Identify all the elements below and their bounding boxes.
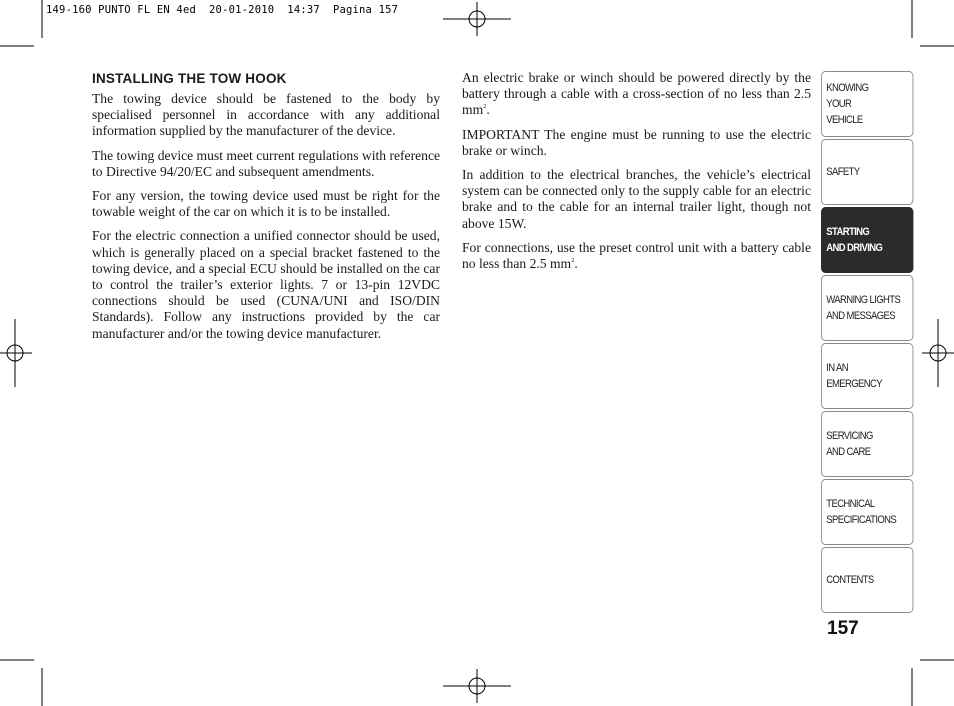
tab-label: IN AN EMERGENCY [826,362,882,390]
paragraph-end: . [486,102,490,118]
tab-label: CONTENTS [826,574,874,586]
paragraph-text: The engine must be running to use the electric brake or winch. [462,126,811,158]
paragraph: In addition to the electrical branches, the vehicle’s electrical system can be connected only to the supply cable for an electric brake and to the cable for an internal trailer light, though not above 15W. [462,167,811,231]
paragraph: For any version, the towing device used must be right for the towable weight of the car on which it is to be installed. [92,188,440,220]
registration-mark-left [0,319,32,387]
important-label: IMPORTANT [462,126,540,142]
superscript: 2 [571,257,575,265]
tab-warning-lights-and-messages[interactable] [821,275,913,341]
page-number: 157 [827,618,859,639]
paragraph-end: . [574,256,578,272]
registration-mark-top [443,2,511,36]
paragraph: The towing device must meet current regulations with reference to Directive 94/20/EC and subsequent amendments. [92,147,441,179]
tab-contents[interactable] [821,547,913,613]
registration-mark-right [922,319,954,387]
paragraph [462,127,811,159]
tab-starting-and-driving[interactable] [821,207,913,273]
tab-safety[interactable] [821,139,913,205]
paragraph: The towing device should be fastened to the body by specialised personnel in accordance with any additional information supplied by the manufacturer of the device. [92,91,440,139]
tab-knowing-your-vehicle[interactable] [821,71,913,137]
right-column [462,70,811,280]
tab-servicing-and-care[interactable] [821,411,913,477]
paragraph-text: An electric brake or winch should be powered directly by the battery through a cable with a cross-section of no less than 2.5 mm [462,70,811,118]
tab-label: KNOWING YOUR VEHICLE [826,82,869,126]
tab-label: SAFETY [826,166,860,178]
tab-label: STARTING AND DRIVING [826,226,883,254]
tab-in-an-emergency[interactable] [821,343,913,409]
superscript: 2 [483,103,487,111]
tab-label: TECHNICAL SPECIFICATIONS [826,498,897,526]
registration-mark-bottom [443,669,511,703]
print-slug-header: 149-160 PUNTO FL EN 4ed 20-01-2010 14:37 Pagina 157 [46,4,399,16]
section-heading: INSTALLING THE TOW HOOK [92,71,287,86]
paragraph [462,70,811,119]
paragraph [462,240,811,272]
paragraph-text: For connections, use the preset control unit with a battery cable no less than 2.5 mm [462,239,811,272]
left-column [92,70,440,350]
tab-label: WARNING LIGHTS AND MESSAGES [826,294,901,322]
paragraph: For the electric connection a unified connector should be used, which is generally placed on a special bracket fastened to the towing device, and a special ECU should be installed on the car to control the trailer’s exterior lights. 7 or 13-pin 12VDC connections should be used (CUNA/UNI and ISO/DIN Standards). Follow any instructions provided by the car manufacturer and/or the towing device manufacturer. [92,228,440,341]
tab-technical-specifications[interactable] [821,479,913,545]
tab-label: SERVICING AND CARE [826,430,873,458]
